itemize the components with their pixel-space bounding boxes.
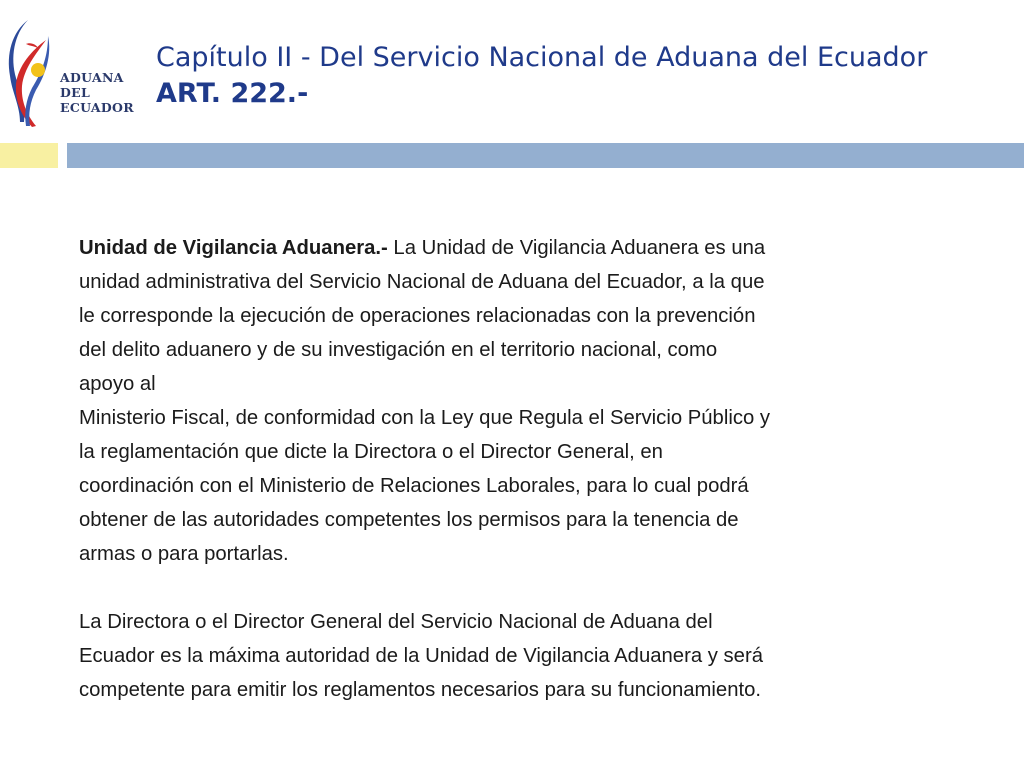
aduana-emblem-icon <box>6 14 66 132</box>
article-body <box>79 231 979 707</box>
header-bar-yellow <box>0 143 58 168</box>
paragraph-2-line: Ecuador es la máxima autoridad de la Unidad de Vigilancia Aduanera y será <box>79 645 763 667</box>
paragraph-1-line: del delito aduanero y de su investigación en el territorio nacional, como <box>79 339 718 361</box>
paragraph-1-line-1-rest: La Unidad de Vigilancia Aduanera es una <box>387 237 766 259</box>
article-title: ART. 222.- <box>156 78 309 109</box>
paragraph-1-line: Ministerio Fiscal, de conformidad con la Ley que Regula el Servicio Público y <box>79 407 771 429</box>
logo-wordmark <box>60 70 134 115</box>
paragraph-1-line <box>79 231 979 265</box>
paragraph-1-line: armas o para portarlas. <box>79 543 289 565</box>
paragraph-1-line: le corresponde la ejecución de operaciones relacionadas con la prevención <box>79 305 756 327</box>
paragraph-1-line: la reglamentación que dicte la Directora o el Director General, en <box>79 441 663 463</box>
logo-line-3: ECUADOR <box>60 100 134 115</box>
chapter-title: Capítulo II - Del Servicio Nacional de Aduana del Ecuador <box>156 42 928 73</box>
paragraph-1-line: obtener de las autoridades competentes los permisos para la tenencia de <box>79 509 739 531</box>
paragraph-1-line: unidad administrativa del Servicio Nacional de Aduana del Ecuador, a la que <box>79 271 765 293</box>
slide-title <box>156 40 927 112</box>
paragraph-1-line: coordinación con el Ministerio de Relaciones Laborales, para lo cual podrá <box>79 475 749 497</box>
paragraph-lead: Unidad de Vigilancia Aduanera.- <box>79 237 388 259</box>
logo-line-1: ADUANA <box>60 70 124 85</box>
aduana-logo <box>6 14 136 132</box>
paragraph-2-line: competente para emitir los reglamentos necesarios para su funcionamiento. <box>79 679 762 701</box>
paragraph-spacer <box>79 571 979 605</box>
header-bar-blue <box>67 143 1024 168</box>
logo-line-2: DEL <box>60 85 91 100</box>
paragraph-1-line: apoyo al <box>79 373 156 395</box>
paragraph-2-line: La Directora o el Director General del Servicio Nacional de Aduana del <box>79 611 713 633</box>
